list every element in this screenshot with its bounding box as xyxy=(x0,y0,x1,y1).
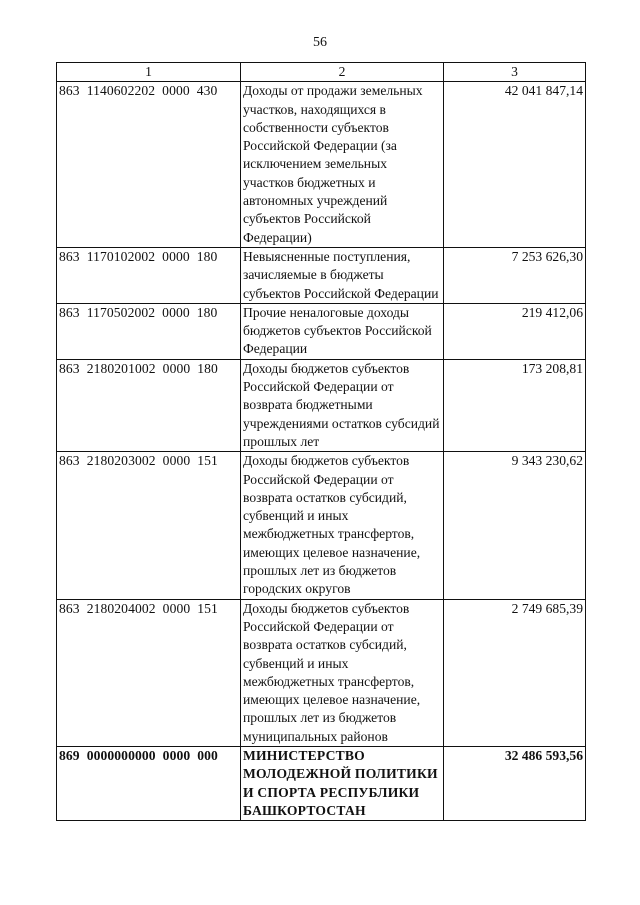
code-part-code: 2180201002 xyxy=(86,360,156,376)
table-header-row xyxy=(57,63,586,82)
revenue-amount: 219 412,06 xyxy=(444,303,586,359)
code-part-sub: 0000 xyxy=(162,453,191,469)
revenue-amount: 42 041 847,14 xyxy=(444,82,586,248)
code-part-code: 2180203002 xyxy=(86,453,156,469)
revenue-amount: 7 253 626,30 xyxy=(444,247,586,303)
budget-classification-code xyxy=(57,303,241,359)
table-row xyxy=(57,359,586,451)
code-part-kind: 000 xyxy=(197,747,218,763)
page-number: 56 xyxy=(313,35,327,50)
code-part-sub: 0000 xyxy=(162,248,190,264)
code-part-admin: 863 xyxy=(59,304,80,320)
budget-classification-code xyxy=(57,359,241,451)
table-row xyxy=(57,82,586,248)
revenue-amount: 9 343 230,62 xyxy=(444,452,586,599)
code-part-code: 0000000000 xyxy=(86,747,156,763)
code-part-sub: 0000 xyxy=(162,304,190,320)
code-part-admin: 863 xyxy=(59,360,80,376)
budget-classification-code xyxy=(57,746,241,820)
code-part-sub: 0000 xyxy=(162,360,191,376)
code-part-code: 2180204002 xyxy=(86,600,156,616)
code-part-admin: 869 xyxy=(59,747,80,763)
code-part-sub: 0000 xyxy=(162,747,191,763)
table-row xyxy=(57,452,586,599)
revenue-name: Доходы от продажи земельных участков, находящихся в собственности субъектов Российской Федерации (за исключением земельных участков бюджетных и автономных учреждений субъектов Российской Федерации) xyxy=(241,82,444,248)
code-part-admin: 863 xyxy=(59,600,80,616)
table-row xyxy=(57,746,586,820)
revenue-name: Доходы бюджетов субъектов Российской Федерации от возврата остатков субсидий, субвенций и иных межбюджетных трансфертов, имеющих целевое назначение, прошлых лет из бюджетов городских округов xyxy=(241,452,444,599)
revenue-name: Невыясненные поступления, зачисляемые в бюджеты субъектов Российской Федерации xyxy=(241,247,444,303)
revenue-amount: 2 749 685,39 xyxy=(444,599,586,746)
revenue-amount: 173 208,81 xyxy=(444,359,586,451)
budget-classification-code xyxy=(57,599,241,746)
code-part-code: 1170502002 xyxy=(86,304,156,320)
code-part-sub: 0000 xyxy=(162,600,191,616)
revenue-name: МИНИСТЕРСТВО МОЛОДЕЖНОЙ ПОЛИТИКИ И СПОРТА РЕСПУБЛИКИ БАШКОРТОСТАН xyxy=(241,746,444,820)
column-header-sum: 3 xyxy=(444,63,586,82)
budget-classification-code xyxy=(57,452,241,599)
code-part-kind: 180 xyxy=(196,304,218,320)
revenue-name: Доходы бюджетов субъектов Российской Федерации от возврата остатков субсидий, субвенций и иных межбюджетных трансфертов, имеющих целевое назначение, прошлых лет из бюджетов муниципальных районов xyxy=(241,599,444,746)
revenue-amount: 32 486 593,56 xyxy=(444,746,586,820)
code-part-code: 1140602202 xyxy=(86,83,156,99)
code-part-kind: 180 xyxy=(196,248,218,264)
revenue-name: Прочие неналоговые доходы бюджетов субъектов Российской Федерации xyxy=(241,303,444,359)
column-header-name: 2 xyxy=(241,63,444,82)
code-part-admin: 863 xyxy=(59,453,80,469)
revenue-table xyxy=(56,62,586,821)
table-row xyxy=(57,599,586,746)
code-part-code: 1170102002 xyxy=(86,248,156,264)
code-part-kind: 430 xyxy=(196,83,218,99)
code-part-admin: 863 xyxy=(59,248,80,264)
column-header-code: 1 xyxy=(57,63,241,82)
table-row xyxy=(57,247,586,303)
code-part-kind: 151 xyxy=(197,600,218,616)
code-part-kind: 151 xyxy=(197,453,218,469)
budget-classification-code xyxy=(57,247,241,303)
revenue-name: Доходы бюджетов субъектов Российской Федерации от возврата бюджетными учреждениями остатков субсидий прошлых лет xyxy=(241,359,444,451)
budget-classification-code xyxy=(57,82,241,248)
code-part-kind: 180 xyxy=(197,360,218,376)
code-part-sub: 0000 xyxy=(162,83,190,99)
code-part-admin: 863 xyxy=(59,83,80,99)
table-row xyxy=(57,303,586,359)
